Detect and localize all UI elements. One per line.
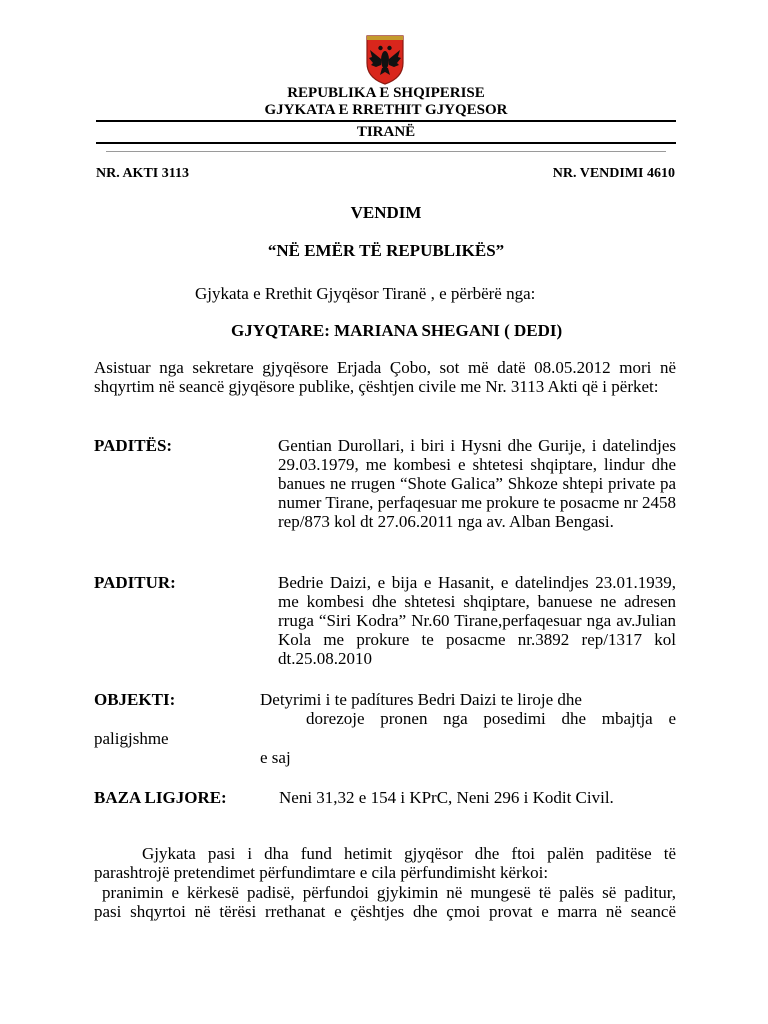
document-title: VENDIM (350, 203, 422, 222)
paditur-text: Bedrie Daizi, e bija e Hasanit, e datelindjes 23.01.1939, me kombesi dhe shtetesi shqiptare, banuese ne adresen rruga “Siri Kodra” Nr.60 Tirane,perfaqesuar nga av.Julian Kola me prokure te posacme nr.3892 rep/1317 kol dt.25.08.2010 (278, 573, 676, 668)
closing-line-3: pranimin e kërkesë padisë, përfundoi gjykimin në mungesë të palës së paditur, (94, 883, 676, 902)
objekti-label: OBJEKTI: (94, 690, 176, 709)
vendim-number: NR. VENDIMI 4610 (552, 166, 675, 181)
objekti-line-3: paligjshme (94, 729, 169, 748)
closing-line-1: Gjykata pasi i dha fund hetimit gjyqësor dhe ftoi palën paditëse të (142, 844, 676, 863)
paditesi-label: PADITËS: (94, 436, 173, 455)
republic-heading: “NË EMËR TË REPUBLIKËS” (267, 241, 505, 260)
header-rule-top (96, 120, 676, 122)
header-thin-rule (106, 151, 666, 152)
header-rule-bottom (96, 142, 676, 144)
baza-ligjore-label: BAZA LIGJORE: (94, 788, 227, 807)
intro-paragraph: Asistuar nga sekretare gjyqësore Erjada Çobo, sot më datë 08.05.2012 mori në shqyrtim në seancë gjyqësore publike, çështjen civile me Nr. 3113 Akti që i përket: (94, 358, 676, 396)
baza-ligjore-text: Neni 31,32 e 154 i KPrC, Neni 296 i Kodit Civil. (279, 788, 614, 807)
objekti-line-1: Detyrimi i te padítures Bedri Daizi te liroje dhe (260, 690, 582, 709)
paditur-label: PADITUR: (94, 573, 176, 592)
judge-line: GJYQTARE: MARIANA SHEGANI ( DEDI) (231, 321, 563, 340)
header-city: TIRANË (356, 124, 416, 140)
closing-line-2: parashtrojë pretendimet përfundimtare e cila përfundimisht kërkoi: (94, 863, 549, 882)
objekti-line-4: e saj (260, 748, 291, 767)
court-intro: Gjykata e Rrethit Gjyqësor Tiranë , e përbërë nga: (195, 284, 536, 303)
albanian-eagle-emblem-icon (364, 33, 406, 85)
header-republic: REPUBLIKA E SHQIPERISE (287, 85, 485, 101)
akt-number: NR. AKTI 3113 (96, 166, 189, 181)
header-court: GJYKATA E RRETHIT GJYQESOR (264, 102, 508, 118)
objekti-line-2: dorezoje pronen nga posedimi dhe mbajtja e (306, 709, 676, 728)
closing-line-4: pasi shqyrtoi në tërësi rrethanat e çështjes dhe çmoi provat e marra në seancë (94, 902, 676, 921)
paditesi-text: Gentian Durollari, i biri i Hysni dhe Gurije, i datelindjes 29.03.1979, me kombesi e shtetesi shqiptare, lindur dhe banues ne rrugen “Shote Galica” Shkoze shtepi private pa numer Tirane, perfaqesuar me prokure te posacme nr 2458 rep/873 kol dt 27.06.2011 nga av. Alban Bengasi. (278, 436, 676, 531)
